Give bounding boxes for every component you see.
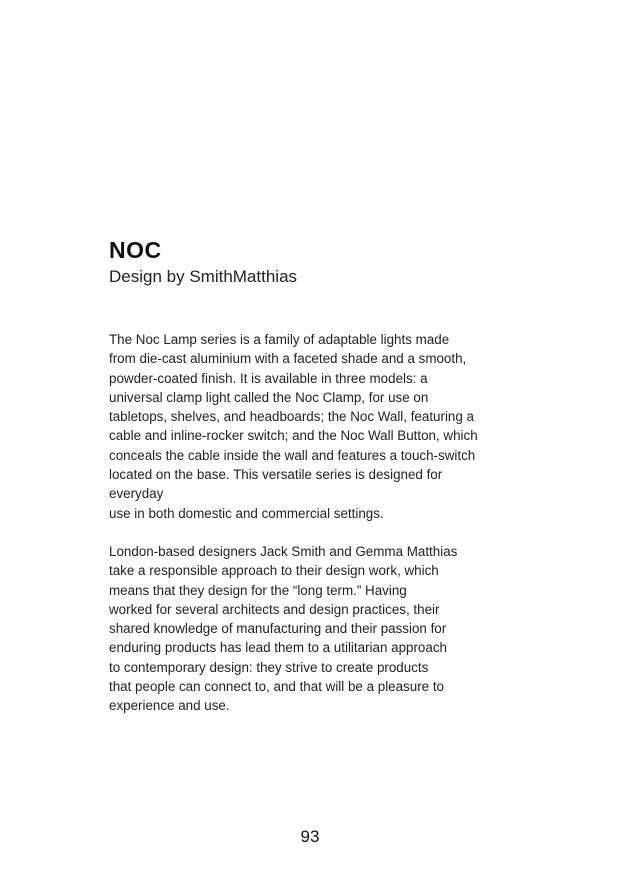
page-number: 93 [300, 827, 320, 846]
paragraph-line: enduring products has lead them to a utilitarian approach [109, 640, 447, 656]
paragraph-line: means that they design for the “long term.” Having [109, 582, 407, 598]
paragraph-line: cable and inline-rocker switch; and the Noc Wall Button, which [109, 428, 478, 444]
paragraph-line: take a responsible approach to their design work, which [109, 563, 439, 579]
paragraph-line: powder-coated finish. It is available in three models: a [109, 370, 428, 386]
paragraph-line: located on the base. This versatile series is designed for [109, 467, 443, 483]
paragraph-line: shared knowledge of manufacturing and their passion for [109, 621, 447, 637]
paragraph-line: use in both domestic and commercial settings. [109, 505, 384, 521]
designer-credit: Design by SmithMatthias [109, 267, 298, 286]
paragraph-line: London-based designers Jack Smith and Gemma Matthias [109, 544, 458, 559]
paragraph-line: everyday [109, 486, 164, 502]
product-title: NOC [109, 237, 162, 263]
paragraph-line: to contemporary design: they strive to create products [109, 659, 429, 675]
paragraph-line: experience and use. [109, 698, 230, 714]
paragraph-line: tabletops, shelves, and headboards; the Noc Wall, featuring a [109, 409, 474, 425]
paragraph-line: from die-cast aluminium with a faceted shade and a smooth, [109, 351, 467, 367]
paragraph-line: worked for several architects and design practices, their [109, 601, 440, 617]
paragraph-line: that people can connect to, and that will be a pleasure to [109, 679, 444, 695]
description-paragraph [109, 330, 529, 523]
designers-paragraph [109, 542, 529, 716]
paragraph-line: universal clamp light called the Noc Clamp, for use on [109, 389, 429, 405]
paragraph-line: conceals the cable inside the wall and features a touch-switch [109, 447, 476, 463]
paragraph-line: The Noc Lamp series is a family of adaptable lights made [109, 332, 450, 347]
